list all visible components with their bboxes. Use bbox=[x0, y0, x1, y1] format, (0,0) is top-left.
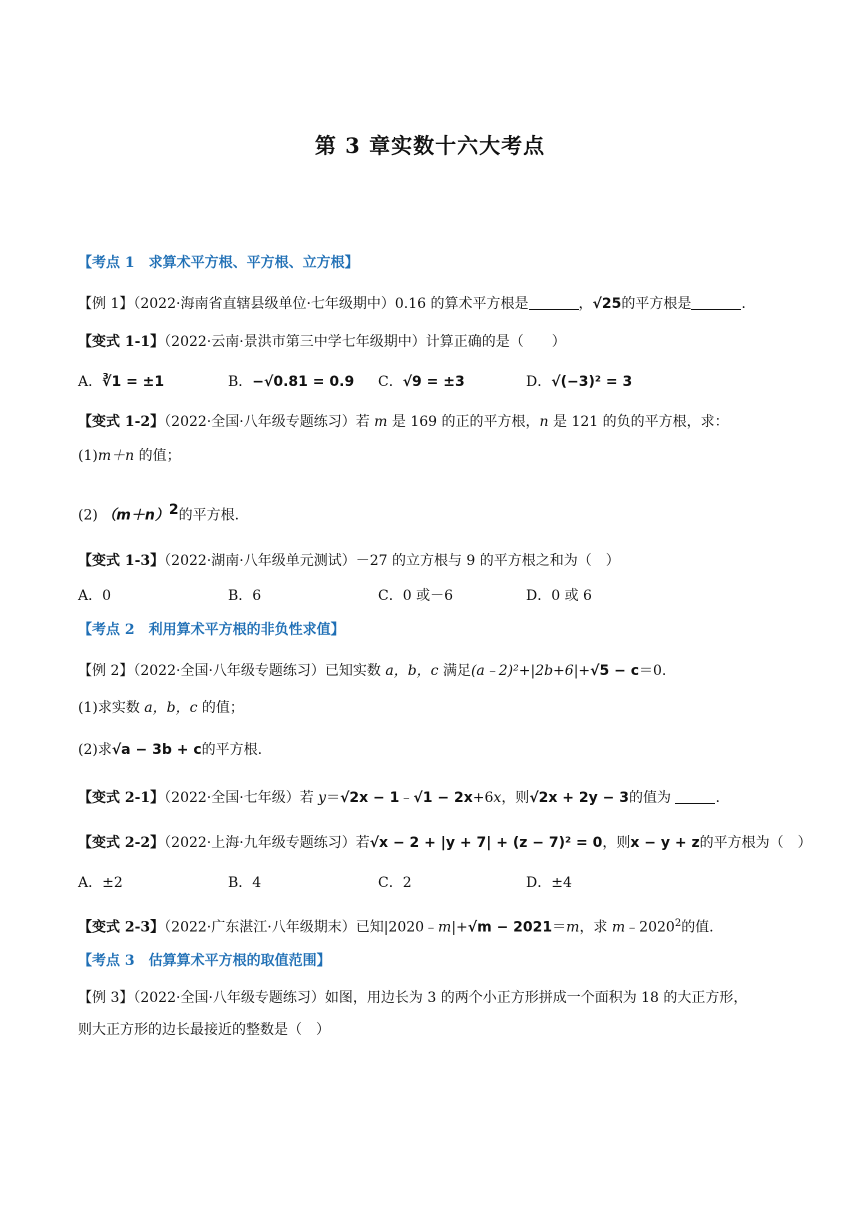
example-tag: 【例 1】 bbox=[78, 296, 134, 312]
option-c: C．√9 = ±3 bbox=[378, 374, 465, 390]
example-tag: 【例 2】 bbox=[78, 663, 134, 679]
sub-question-2: (2)求√a − 3b + c的平方根. bbox=[78, 742, 263, 758]
variant-1-1: 【变式 1-1】（2022·云南·景洪市第三中学七年级期中）计算正确的是（ ） bbox=[78, 334, 566, 350]
sub-question-2: (2) $(m+n)^2$的平方根. bbox=[78, 502, 240, 524]
answer-blank bbox=[529, 295, 579, 310]
math-expression: √25 bbox=[592, 296, 622, 312]
variant-2-1: 【变式 2-1】（2022·全国·七年级）若 y＝√2x − 1﹣√1 − 2x+6x，则√2x + 2y − 3的值为 . bbox=[78, 790, 720, 806]
example-3-continued: 则大正方形的边长最接近的整数是（ ） bbox=[78, 1022, 330, 1038]
option-a: A．±2 bbox=[78, 875, 123, 891]
option-c: C．2 bbox=[378, 875, 412, 891]
example-2: 【例 2】（2022·全国·八年级专题练习）已知实数 a，b，c 满足(a﹣2)²+|2b+6|+√5 − c＝0. bbox=[78, 663, 667, 679]
option-b: B．−√0.81 = 0.9 bbox=[228, 374, 355, 390]
page-title: 第 3 章实数十六大考点 bbox=[314, 133, 546, 158]
option-d: D．0 或 6 bbox=[526, 588, 592, 604]
variant-2-2: 【变式 2-2】（2022·上海·九年级专题练习）若√x − 2 + |y + 7| + (z − 7)² = 0，则x − y + z的平方根为（ ） bbox=[78, 835, 812, 851]
option-c: C．0 或－6 bbox=[378, 588, 453, 604]
option-a: A．∛1 = ±1 bbox=[78, 374, 165, 390]
section-header-1: 【考点 1 求算术平方根、平方根、立方根】 bbox=[78, 255, 359, 271]
variant-tag: 【变式 1-3】 bbox=[78, 553, 165, 569]
variant-1-3: 【变式 1-3】（2022·湖南·八年级单元测试）－27 的立方根与 9 的平方根之和为（ ） bbox=[78, 553, 620, 569]
option-d: D．±4 bbox=[526, 875, 572, 891]
example-tag: 【例 3】 bbox=[78, 990, 134, 1006]
answer-blank bbox=[691, 295, 741, 310]
sub-question-1: (1)求实数 a，b，c 的值； bbox=[78, 700, 244, 716]
variant-tag: 【变式 2-1】 bbox=[78, 790, 165, 806]
option-b: B．4 bbox=[228, 875, 262, 891]
variant-tag: 【变式 2-3】 bbox=[78, 919, 165, 936]
option-d: D．√(−3)² = 3 bbox=[526, 374, 633, 390]
sub-question-1: (1)m＋n 的值； bbox=[78, 448, 181, 464]
answer-blank bbox=[675, 789, 715, 804]
variant-1-2: 【变式 1-2】（2022·全国·八年级专题练习）若 m 是 169 的正的平方根，n 是 121 的负的平方根，求： bbox=[78, 414, 729, 430]
variant-tag: 【变式 1-1】 bbox=[78, 334, 165, 350]
variant-tag: 【变式 1-2】 bbox=[78, 414, 165, 430]
variant-tag: 【变式 2-2】 bbox=[78, 835, 165, 851]
variant-2-3: 【变式 2-3】（2022·广东湛江·八年级期末）已知|2020﹣m|+√m − 2021＝m，求 m﹣2020$^2$的值. bbox=[78, 918, 714, 936]
option-a: A．0 bbox=[78, 588, 112, 604]
section-header-2: 【考点 2 利用算术平方根的非负性求值】 bbox=[78, 622, 345, 638]
example-3: 【例 3】（2022·全国·八年级专题练习）如图，用边长为 3 的两个小正方形拼成一个面积为 18 的大正方形， bbox=[78, 990, 748, 1006]
section-header-3: 【考点 3 估算算术平方根的取值范围】 bbox=[78, 953, 331, 969]
example-1: 【例 1】（2022·海南省直辖县级单位·七年级期中）0.16 的算术平方根是 ，√25的平方根是 . bbox=[78, 296, 746, 312]
option-b: B．6 bbox=[228, 588, 262, 604]
